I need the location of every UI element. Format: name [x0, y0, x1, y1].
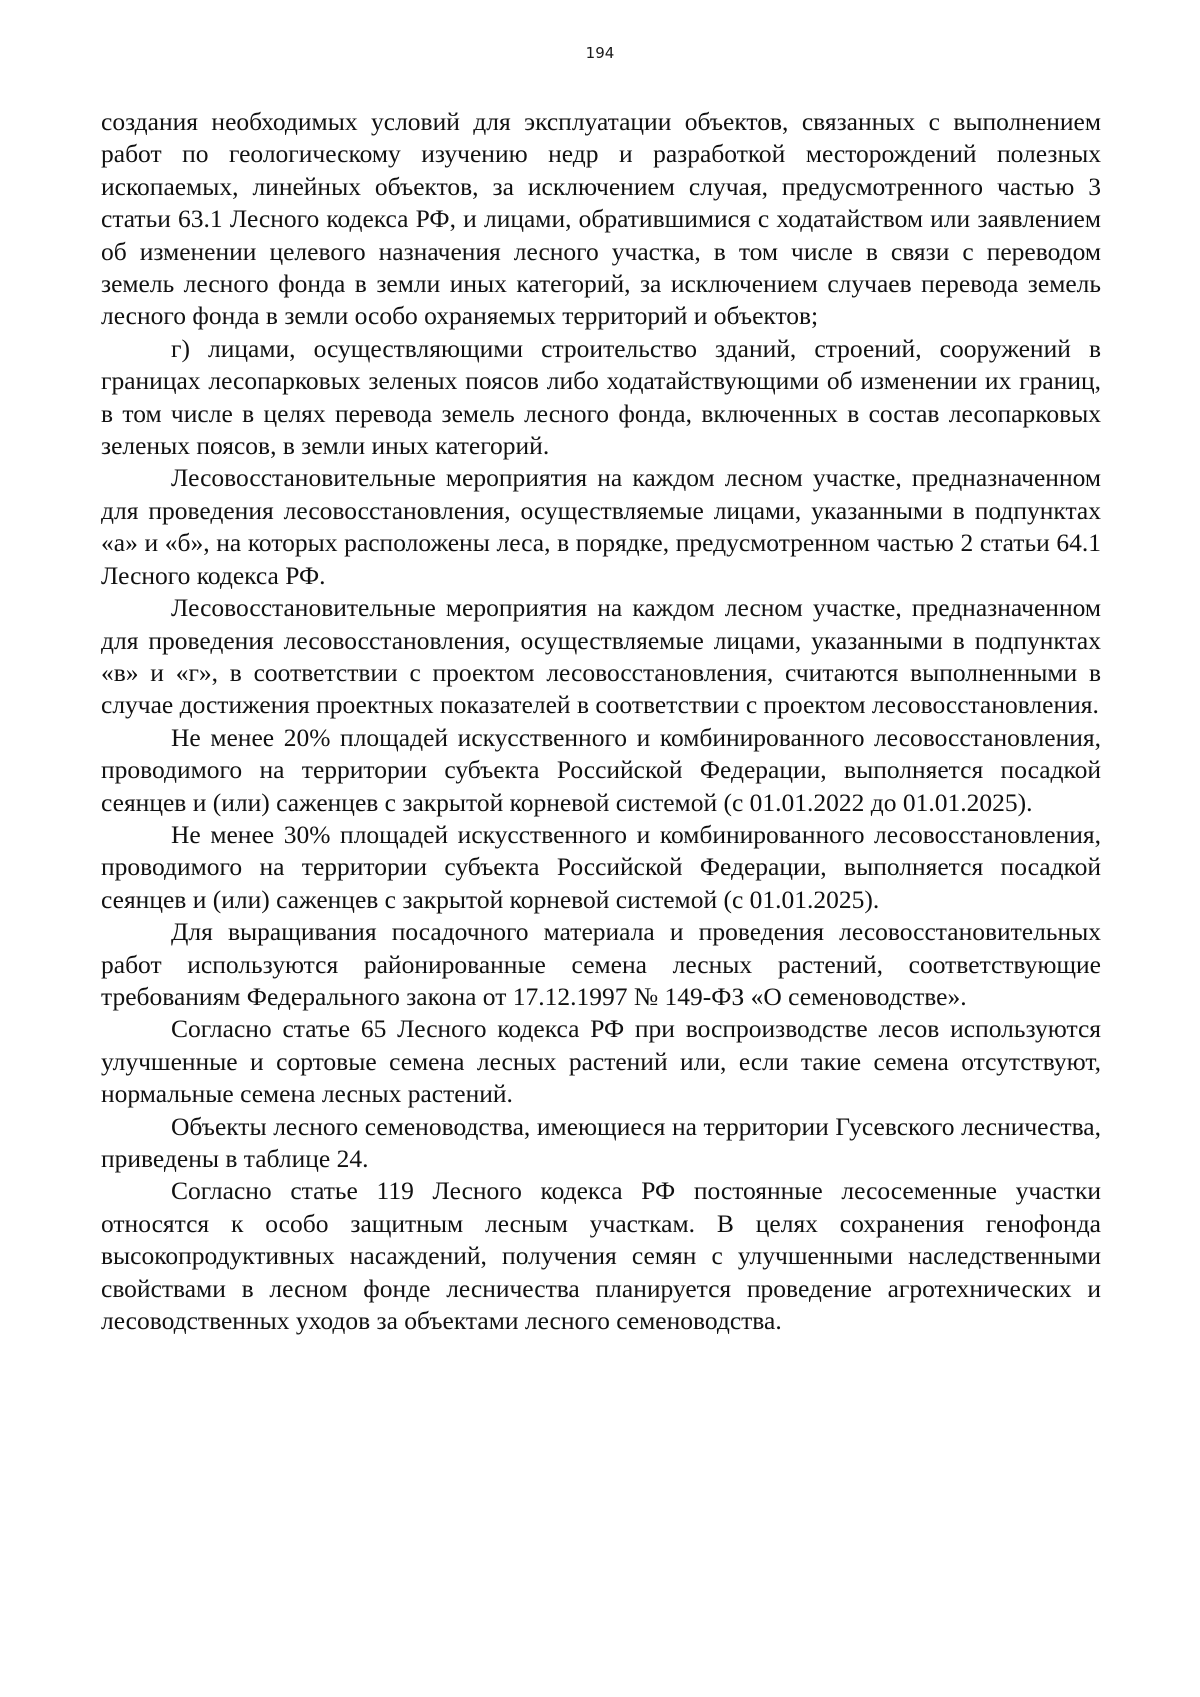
paragraph-article-65: Согласно статье 65 Лесного кодекса РФ при воспроизводстве лесов используются улучшенные и сортовые семена лесных растений или, если такие семена отсутствуют, нормальные семена лесных растений.: [101, 1014, 1101, 1109]
paragraph-seed-material: Для выращивания посадочного материала и проведения лесовосстановительных работ используются районированные семена лесных растений, соответствующие требованиям Федерального закона от 17.12.1997 № 149-ФЗ «О семеноводстве».: [101, 917, 1101, 1011]
paragraph-item-g: г) лицами, осуществляющими строительство зданий, строений, сооружений в границах лесопарковых зеленых поясов либо ходатайствующими об изменении их границ, в том числе в целях перевода земель лесного фонда, включенных в состав лесопарковых зеленых поясов, в земли иных категорий.: [101, 333, 1101, 461]
paragraph-reforestation-v-g: Лесовосстановительные мероприятия на каждом лесном участке, предназначенном для проведения лесовосстановления, осуществляемые лицами, указанными в подпунктах «в» и «г», в соответствии с проектом лесовосстановления, считаются выполненными в случае достижения проектных показателей в соответствии с проектом лесовосстановления.: [101, 593, 1101, 720]
paragraph-twenty-percent: Не менее 20% площадей искусственного и комбинированного лесовосстановления, проводимого на территории субъекта Российской Федерации, выполняется посадкой сеянцев и (или) саженцев с закрытой корневой системой (с 01.01.2022 до 01.01.2025).: [101, 722, 1101, 817]
paragraph-article-119: Согласно статье 119 Лесного кодекса РФ постоянные лесосеменные участки относятся к особо защитным лесным участкам. В целях сохранения генофонда высокопродуктивных насаждений, получения семян с улучшенными наследственными свойствами в лесном фонде лесничества планируется проведение агротехнических и лесоводственных уходов за объектами лесного семеноводства.: [101, 1176, 1101, 1336]
paragraph-reforestation-a-b: Лесовосстановительные мероприятия на каждом лесном участке, предназначенном для проведения лесовосстановления, осуществляемые лицами, указанными в подпунктах «а» и «б», на которых расположены леса, в порядке, предусмотренном частью 2 статьи 64.1 Лесного кодекса РФ.: [101, 463, 1101, 590]
paragraph-seed-objects: Объекты лесного семеноводства, имеющиеся на территории Гусевского лесничества, приведены в таблице 24.: [101, 1111, 1101, 1173]
paragraph-continuation: создания необходимых условий для эксплуатации объектов, связанных с выполнением работ по геологическому изучению недр и разработкой месторождений полезных ископаемых, линейных объектов, за исключением случая, предусмотренного частью 3 статьи 63.1 Лесного кодекса РФ, и лицами, обратившимися с ходатайством или заявлением об изменении целевого назначения лесного участка, в том числе в связи с переводом земель лесного фонда в земли иных категорий, за исключением случаев перевода земель лесного фонда в земли особо охраняемых территорий и объектов;: [101, 107, 1101, 331]
page-number: 194: [585, 44, 615, 62]
document-body: [101, 106, 1101, 1337]
paragraph-thirty-percent: Не менее 30% площадей искусственного и комбинированного лесовосстановления, проводимого на территории субъекта Российской Федерации, выполняется посадкой сеянцев и (или) саженцев с закрытой корневой системой (с 01.01.2025).: [101, 819, 1101, 914]
